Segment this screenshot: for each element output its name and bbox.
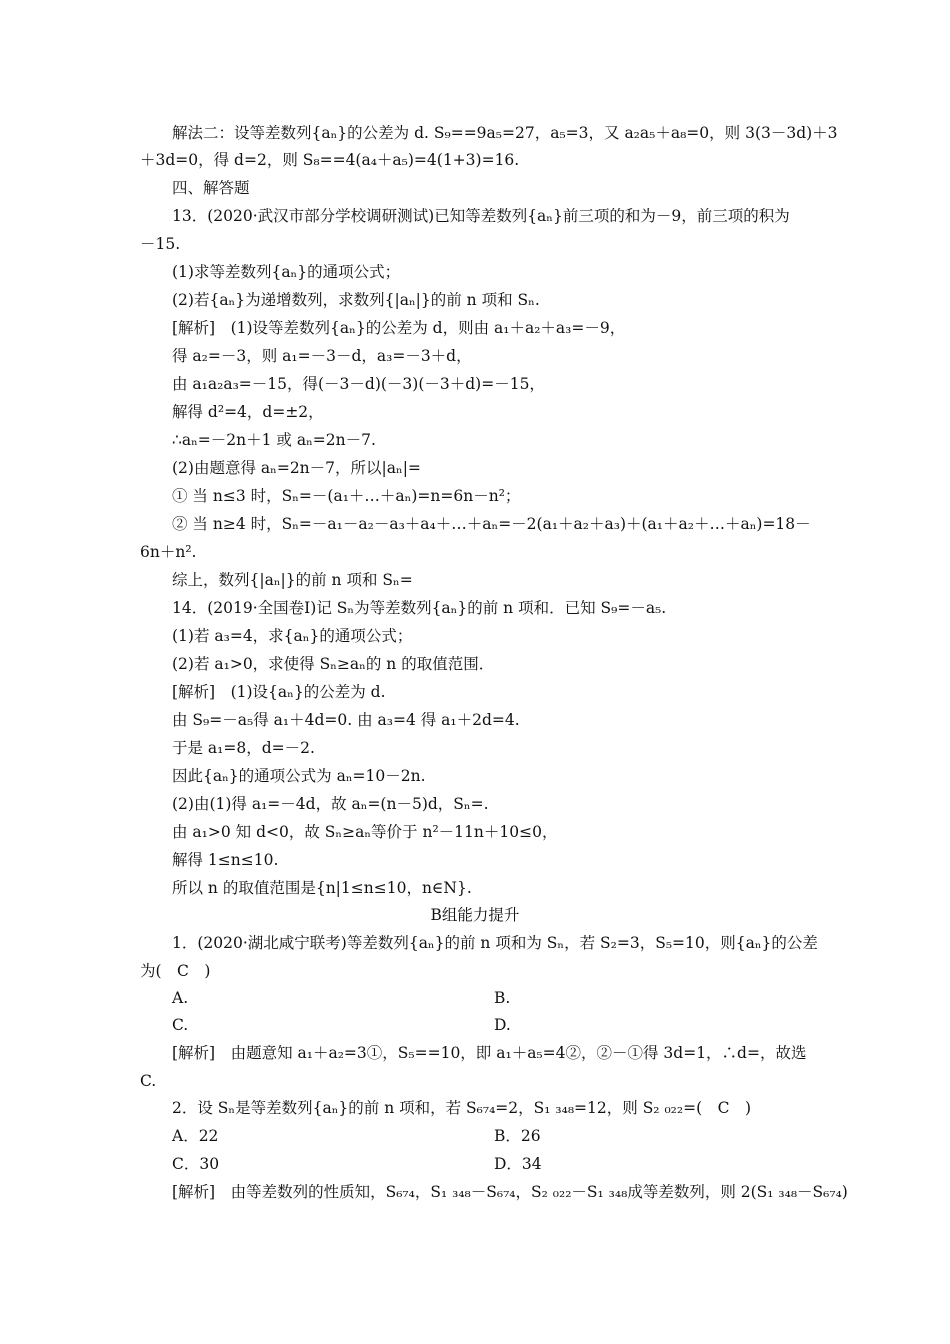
text-line: 因此{aₙ}的通项公式为 aₙ=10－2n. [172, 767, 426, 785]
text-line: (1)若 a₃=4，求{aₙ}的通项公式； [172, 627, 413, 645]
text-line: －15. [140, 235, 181, 253]
text-line: ＋3d=0，得 d=2，则 S₈==4(a₄＋a₅)=4(1+3)=16. [140, 151, 520, 169]
section-heading: 四、解答题 [172, 179, 250, 197]
solution-label: [解析] 由等差数列的性质知，S₆₇₄，S₁ ₃₄₈－S₆₇₄，S₂ ₀₂₂－S₁ ₃₄₈成等差数列，则 2(S₁ ₃₄₈－S₆₇₄) [172, 1183, 848, 1201]
text-line: (1)求等差数列{aₙ}的通项公式； [172, 263, 401, 281]
option-d: D. [494, 1016, 511, 1034]
text-line: 于是 a₁=8，d=－2. [172, 739, 315, 757]
text-line: ∴aₙ=－2n＋1 或 aₙ=2n－7. [172, 431, 376, 449]
text-line: (2)若 a₁>0，求使得 Sₙ≥aₙ的 n 的取值范围． [172, 655, 495, 673]
text-line: ② 当 n≥4 时，Sₙ=－a₁－a₂－a₃＋a₄＋…＋aₙ=－2(a₁＋a₂＋a₃)＋(a₁＋a₂＋…＋aₙ)=18－ [172, 515, 811, 533]
option-c: C．30 [172, 1155, 220, 1173]
solution-label: [解析] (1)设{aₙ}的公差为 d. [172, 683, 386, 701]
text-line: 所以 n 的取值范围是{n|1≤n≤10，n∈N}. [172, 879, 472, 897]
text-line: 由 a₁a₂a₃=－15，得(－3－d)(－3)(－3＋d)=－15， [172, 375, 545, 393]
text-line: ① 当 n≤3 时，Sₙ=－(a₁＋…＋aₙ)=n=6n－n²； [172, 487, 521, 505]
problem-14: 14．(2019·全国卷Ⅰ)记 Sₙ为等差数列{aₙ}的前 n 项和．已知 S₉=－a₅. [172, 599, 667, 617]
option-b: B．26 [494, 1127, 541, 1145]
solution-label: [解析] (1)设等差数列{aₙ}的公差为 d，则由 a₁＋a₂＋a₃=－9， [172, 319, 626, 337]
option-c: C. [172, 1016, 189, 1034]
solution-label: [解析] 由题意知 a₁＋a₂=3①，S₅==10，即 a₁＋a₅=4②，②－①得 3d=1，∴d=，故选 [172, 1044, 807, 1062]
problem-b2: 2．设 Sₙ是等差数列{aₙ}的前 n 项和，若 S₆₇₄=2，S₁ ₃₄₈=12，则 S₂ ₀₂₂=( C ) [172, 1099, 752, 1117]
text-line: 由 S₉=－a₅得 a₁＋4d=0. 由 a₃=4 得 a₁＋2d=4. [172, 711, 520, 729]
option-a: A．22 [172, 1127, 219, 1145]
section-heading-b: B组能力提升 [430, 906, 520, 924]
text-line: C. [140, 1072, 157, 1090]
text-line: 得 a₂=－3，则 a₁=－3－d，a₃=－3＋d， [172, 347, 472, 365]
text-line: 综上，数列{|aₙ|}的前 n 项和 Sₙ= [172, 571, 413, 589]
text-line: 为( C ) [140, 962, 211, 980]
text-line: 6n＋n². [140, 543, 197, 561]
text-line: 由 a₁>0 知 d<0，故 Sₙ≥aₙ等价于 n²－11n＋10≤0， [172, 823, 558, 841]
option-a: A. [172, 989, 189, 1007]
text-line: 解得 1≤n≤10. [172, 851, 279, 869]
text-line: (2)由题意得 aₙ=2n－7，所以|aₙ|= [172, 459, 421, 477]
text-line: 解得 d²=4，d=±2， [172, 403, 324, 421]
text-line: (2)若{aₙ}为递增数列，求数列{|aₙ|}的前 n 项和 Sₙ. [172, 291, 540, 309]
text-line: 解法二：设等差数列{aₙ}的公差为 d. S₉==9a₅=27，a₅=3，又 a₂a₅＋a₈=0，则 3(3－3d)＋3 [172, 124, 838, 142]
option-b: B. [494, 989, 511, 1007]
text-line: (2)由(1)得 a₁=－4d，故 aₙ=(n－5)d，Sₙ=. [172, 795, 489, 813]
option-d: D．34 [494, 1155, 542, 1173]
problem-13: 13．(2020·武汉市部分学校调研测试)已知等差数列{aₙ}前三项的和为－9，前三项的积为 [172, 207, 790, 225]
problem-b1: 1．(2020·湖北咸宁联考)等差数列{aₙ}的前 n 项和为 Sₙ，若 S₂=3，S₅=10，则{aₙ}的公差 [172, 934, 818, 952]
